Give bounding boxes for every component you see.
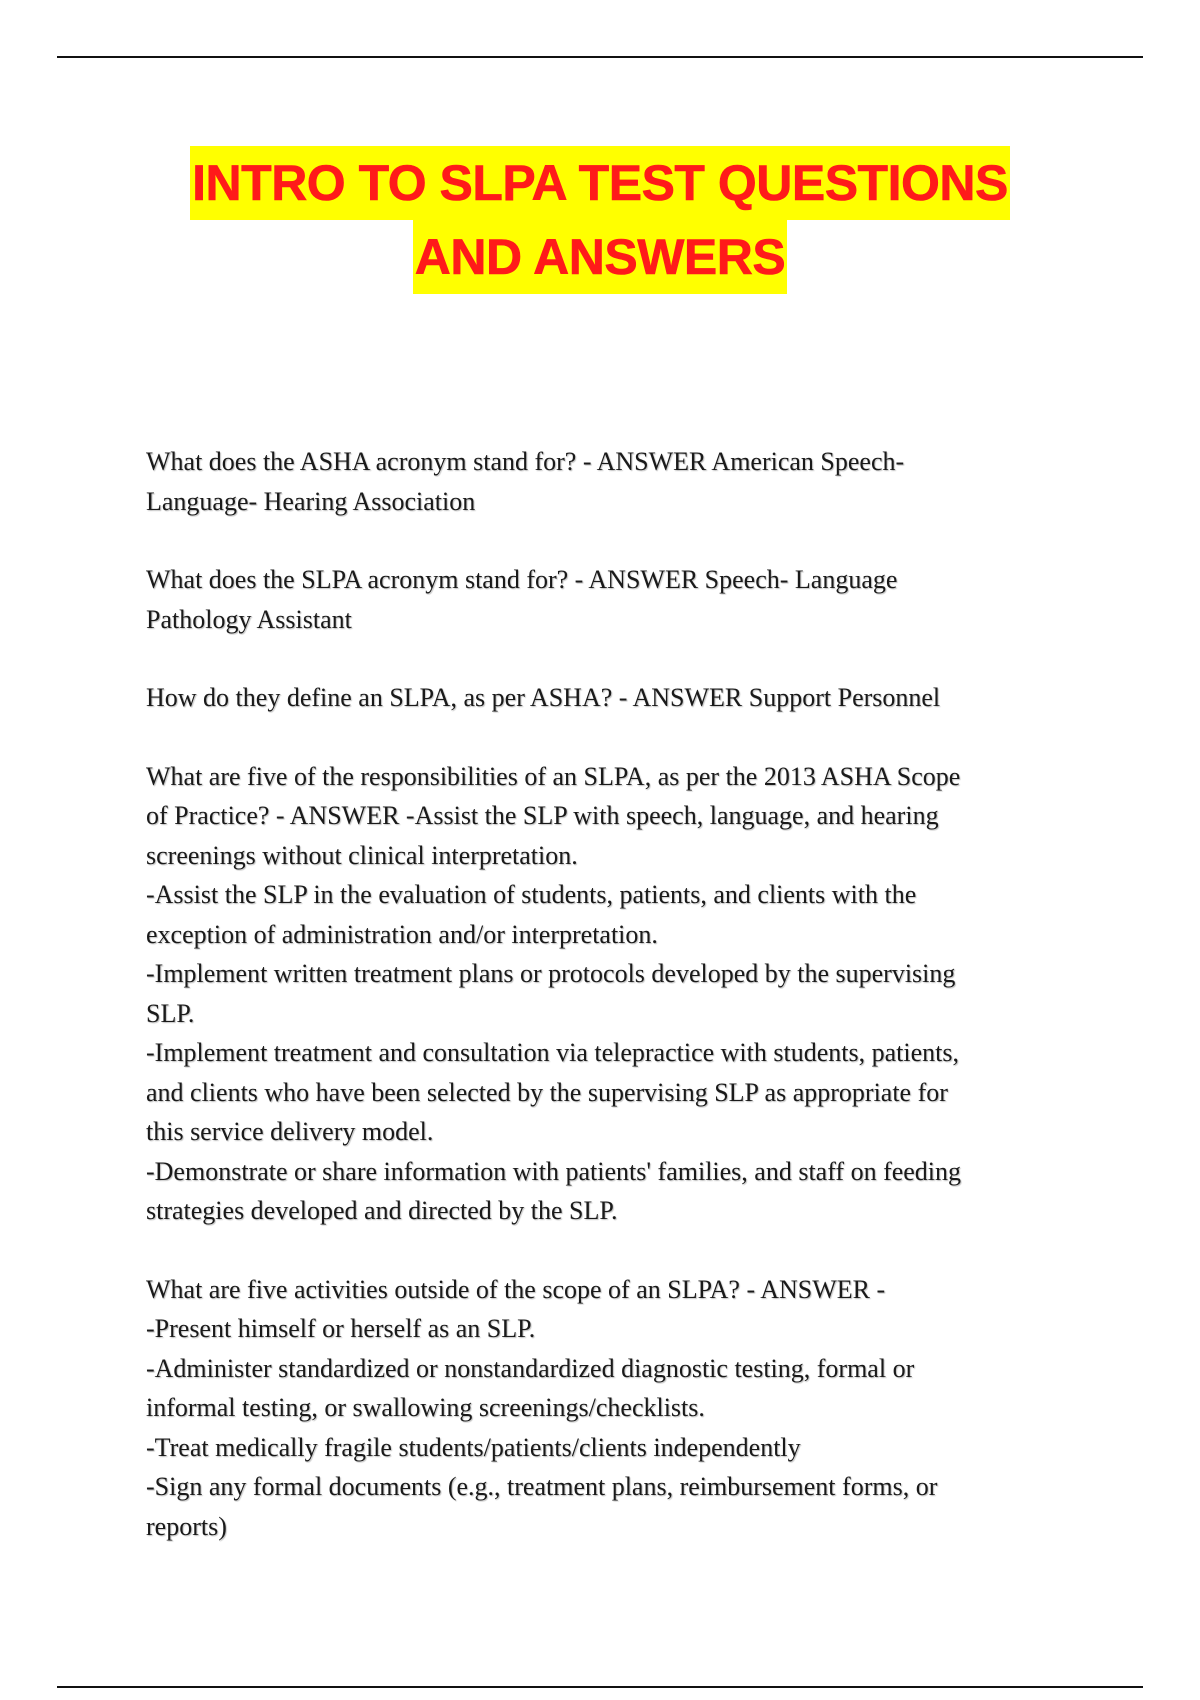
qa-line: exception of administration and/or interpretation. [146, 919, 658, 949]
qa-item-slpa-acronym [146, 560, 1046, 639]
qa-line: -Implement written treatment plans or protocols developed by the supervising [146, 959, 956, 988]
qa-list [146, 442, 1046, 1585]
top-rule [57, 56, 1143, 58]
title-line-2: AND ANSWERS [413, 220, 787, 294]
qa-line: What are five of the responsibilities of an SLPA, as per the 2013 ASHA Scope [146, 761, 961, 791]
qa-item-slpa-responsibilities [146, 757, 1046, 1231]
qa-item-slpa-definition [146, 678, 1046, 718]
qa-line: strategies developed and directed by the SLP. [146, 1196, 618, 1225]
qa-line: -Demonstrate or share information with patients' families, and staff on feeding [146, 1156, 962, 1186]
qa-line: -Implement treatment and consultation via telepractice with students, patients, [146, 1038, 959, 1067]
qa-line: What does the ASHA acronym stand for? - ANSWER American Speech- [146, 447, 905, 476]
qa-line: informal testing, or swallowing screenings/checklists. [146, 1393, 705, 1422]
document-title [0, 146, 1200, 294]
qa-line: reports) [146, 1511, 227, 1541]
qa-line: this service delivery model. [146, 1117, 434, 1146]
qa-line: Language- Hearing Association [146, 486, 476, 516]
qa-item-asha-acronym [146, 442, 1046, 521]
bottom-rule [57, 1686, 1143, 1688]
qa-line: SLP. [146, 998, 195, 1028]
title-line-1: INTRO TO SLPA TEST QUESTIONS [190, 146, 1010, 220]
qa-item-outside-scope [146, 1270, 1046, 1547]
qa-line: -Assist the SLP in the evaluation of students, patients, and clients with the [146, 880, 917, 909]
qa-line: -Treat medically fragile students/patients/clients independently [146, 1432, 801, 1462]
qa-line: Pathology Assistant [146, 604, 352, 634]
qa-line: and clients who have been selected by the supervising SLP as appropriate for [146, 1077, 948, 1107]
qa-line: How do they define an SLPA, as per ASHA? - ANSWER Support Personnel [146, 683, 941, 712]
qa-line: What does the SLPA acronym stand for? - ANSWER Speech- Language [146, 565, 898, 594]
qa-line: What are five activities outside of the scope of an SLPA? - ANSWER - [146, 1274, 886, 1304]
qa-line: of Practice? - ANSWER -Assist the SLP with speech, language, and hearing [146, 801, 939, 830]
qa-line: screenings without clinical interpretation. [146, 840, 578, 870]
qa-line: -Present himself or herself as an SLP. [146, 1314, 536, 1343]
qa-line: -Sign any formal documents (e.g., treatment plans, reimbursement forms, or [146, 1472, 938, 1501]
qa-line: -Administer standardized or nonstandardized diagnostic testing, formal or [146, 1353, 915, 1383]
